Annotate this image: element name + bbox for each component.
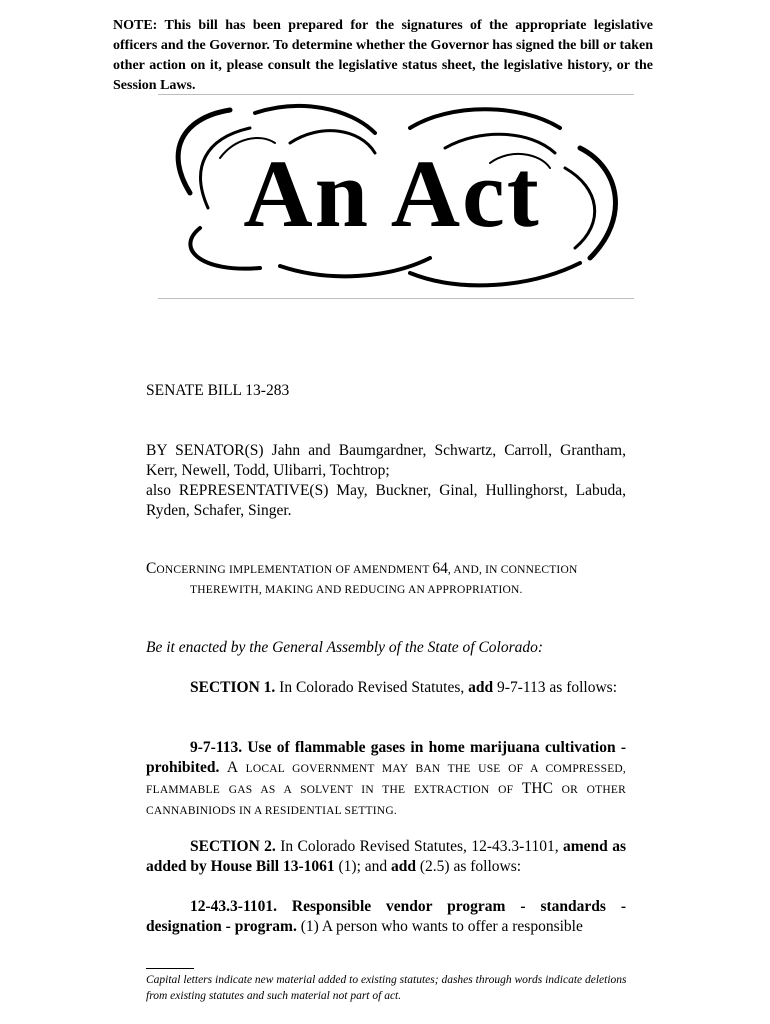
statute-12-43-3-1101-heading: 12-43.3-1101. Responsible vendor program - standards - designation - program.	[146, 898, 626, 935]
section-2-statute	[146, 897, 626, 937]
section-2-text-a: In Colorado Revised Statutes, 12-43.3-1101,	[275, 838, 563, 855]
footnote: Capital letters indicate new material added to existing statutes; dashes through words indicate deletions from existing statutes and such material not part of act.	[146, 974, 627, 1002]
section-1-text-a: In Colorado Revised Statutes,	[275, 679, 469, 696]
bill-title-line-2: THEREWITH, MAKING AND REDUCING AN APPROPRIATION.	[190, 584, 523, 596]
section-2-intro	[146, 837, 626, 877]
section-1-add: add	[468, 679, 494, 696]
title-amendment-number: 64	[432, 560, 448, 577]
enacting-clause: Be it enacted by the General Assembly of the State of Colorado:	[146, 639, 544, 656]
statute-thc: THC	[521, 780, 553, 797]
section-2-text-c: (2.5) as follows:	[416, 858, 522, 875]
header-rule-bottom	[158, 298, 634, 299]
title-caps-end: , AND, IN CONNECTION	[447, 564, 578, 576]
section-2-label: SECTION 2.	[190, 838, 276, 855]
section-2-add: add	[391, 858, 417, 875]
legislative-note: NOTE: This bill has been prepared for the signatures of the appropriate legislative officers and the Governor. To determine whether the Governor has signed the bill or taken other action on it, please consult the legislative status sheet, the legislative history, or the Session Laws.	[113, 18, 653, 93]
title-caps: ONCERNING IMPLEMENTATION OF AMENDMENT	[156, 564, 433, 576]
bill-title-line-1	[146, 559, 626, 580]
header-rule-top	[158, 94, 634, 95]
statute-body-caps-b: OR OTHER CANNABINIODS IN A RESIDENTIAL SETTING.	[146, 784, 626, 817]
an-act-logo-text: An Act	[243, 140, 541, 247]
statute-body-initial: A	[219, 759, 239, 776]
bill-title	[146, 559, 626, 600]
bill-number: SENATE BILL 13-283	[146, 382, 290, 399]
senate-sponsors: BY SENATOR(S) Jahn and Baumgardner, Schwartz, Carroll, Grantham, Kerr, Newell, Todd, Ulibarri, Tochtrop;	[146, 442, 626, 479]
title-initial: C	[146, 560, 157, 577]
section-2-amend: amend as added by House Bill 13-1061	[146, 838, 626, 875]
statute-body-caps-a: LOCAL GOVERNMENT MAY BAN THE USE OF A COMPRESSED, FLAMMABLE GAS AS A SOLVENT IN THE EXTRACTION OF	[146, 763, 627, 796]
footnote-rule	[146, 968, 194, 969]
statute-12-43-3-1101-body: (1) A person who wants to offer a responsible	[296, 918, 583, 935]
an-act-logo-graphic	[160, 98, 630, 294]
section-1-label: SECTION 1.	[190, 679, 276, 696]
section-1-text-b: 9-7-113 as follows:	[493, 679, 617, 696]
an-act-logo	[160, 98, 630, 294]
sponsors	[146, 441, 626, 521]
section-1-intro	[146, 678, 626, 698]
section-1-statute	[146, 738, 626, 821]
statute-9-7-113-heading: 9-7-113. Use of flammable gases in home marijuana cultivation - prohibited.	[146, 739, 626, 776]
section-2-text-b: (1); and	[334, 858, 392, 875]
house-sponsors: also REPRESENTATIVE(S) May, Buckner, Ginal, Hullinghorst, Labuda, Ryden, Schafer, Singer.	[146, 482, 626, 519]
